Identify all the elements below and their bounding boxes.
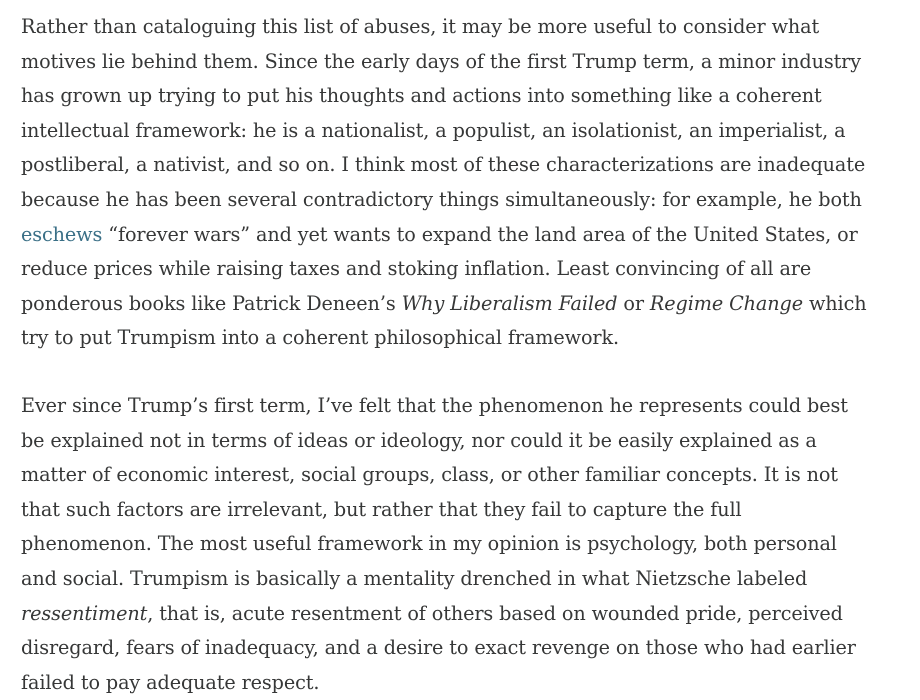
p1-line-9-after: which [802, 291, 867, 315]
p1-line-1: Rather than cataloguing this list of abuses, it may be more useful to consider what [21, 15, 820, 38]
p2-line-7-text: , that is, acute resentment of others based on wounded pride, perceived [147, 601, 843, 625]
p1-line-5: postliberal, a nativist, and so on. I think most of these characterizations are inadequate [21, 153, 866, 177]
p2-line-2: be explained not in terms of ideas or ideology, nor could it be easily explained as a [21, 428, 817, 452]
p2-line-8: disregard, fears of inadequacy, and a desire to exact revenge on those who had earlier [21, 636, 856, 660]
p1-line-2: motives lie behind them. Since the early days of the first Trump term, a minor industry [21, 49, 861, 73]
p1-line-9-before: ponderous books like Patrick Deneen’s [21, 291, 402, 315]
article-body [21, 10, 901, 700]
book-title-regime-change: Regime Change [649, 291, 803, 315]
p1-line-10: try to put Trumpism into a coherent philosophical framework. [21, 326, 620, 350]
book-title-why-liberalism-failed: Why Liberalism Failed [401, 291, 618, 315]
p1-line-3: has grown up trying to put his thoughts and actions into something like a coherent [21, 84, 822, 108]
p1-line-4: intellectual framework: he is a nationalist, a populist, an isolationist, an imperialist, a [21, 118, 846, 142]
paragraph-2 [21, 389, 901, 700]
p2-line-5: phenomenon. The most useful framework in my opinion is psychology, both personal [21, 532, 837, 556]
p1-line-8: reduce prices while raising taxes and stoking inflation. Least convincing of all are [21, 257, 812, 281]
paragraph-1 [21, 10, 901, 356]
p1-line-6: because he has been several contradictory things simultaneously: for example, he both [21, 187, 862, 211]
p2-line-9: failed to pay adequate respect. [21, 670, 320, 694]
p2-line-6: and social. Trumpism is basically a mentality drenched in what Nietzsche labeled [21, 566, 808, 590]
eschews-link[interactable]: eschews [21, 222, 103, 246]
p2-line-1: Ever since Trump’s first term, I’ve felt that the phenomenon he represents could best [21, 393, 848, 417]
p1-line-7-text: “forever wars” and yet wants to expand the land area of the United States, or [102, 222, 858, 246]
term-ressentiment: ressentiment [21, 601, 148, 625]
p1-line-9-middle: or [617, 291, 650, 315]
p2-line-3: matter of economic interest, social groups, class, or other familiar concepts. It is not [21, 463, 838, 487]
p2-line-4: that such factors are irrelevant, but rather that they fail to capture the full [21, 497, 742, 521]
